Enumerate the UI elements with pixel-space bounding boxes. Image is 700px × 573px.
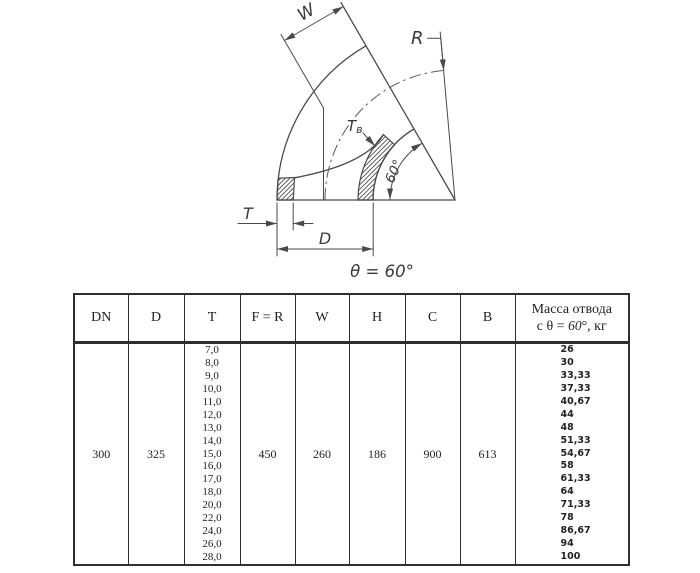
table-cell-value: 94 — [560, 537, 574, 549]
cell-t-values — [184, 343, 240, 566]
table-cell-value: 8,0 — [205, 357, 219, 370]
table-cell-value: 37,33 — [560, 383, 591, 395]
dim-label-r: R — [411, 28, 424, 49]
col-header-dn: DN — [74, 294, 128, 343]
table-cell-value: 30 — [560, 357, 574, 369]
cell-fr: 450 — [240, 343, 295, 566]
t-dimension — [238, 203, 313, 256]
cell-dn: 300 — [74, 343, 128, 566]
table-cell-value: 15,0 — [202, 447, 222, 460]
table-cell-value: 54,67 — [560, 447, 591, 459]
table-header-row — [74, 294, 629, 343]
cell-c: 900 — [405, 343, 460, 566]
col-header-mass: Масса отвода с θ = 60°, кг — [515, 294, 629, 343]
table-cell-value: 78 — [560, 512, 574, 524]
d-dimension — [277, 203, 373, 256]
table-cell-value: 11,0 — [202, 395, 222, 408]
table-cell-value: 18,0 — [202, 486, 222, 499]
table-cell-value: 33,33 — [560, 370, 591, 382]
angle-label: 60° — [382, 157, 407, 186]
col-header-h: H — [349, 294, 405, 343]
cell-w: 260 — [295, 343, 349, 566]
table-cell-value: 12,0 — [202, 408, 222, 421]
table-cell-value: 64 — [560, 486, 574, 498]
col-header-c: C — [405, 294, 460, 343]
col-header-w: W — [295, 294, 349, 343]
table-cell-value: 28,0 — [202, 550, 222, 563]
cell-d: 325 — [128, 343, 184, 566]
table-cell-value: 7,0 — [205, 344, 219, 357]
table-cell-value: 13,0 — [202, 421, 222, 434]
table-cell-value: 14,0 — [202, 434, 222, 447]
table-cell-value: 40,67 — [560, 395, 591, 407]
col-header-d: D — [128, 294, 184, 343]
table-cell-value: 10,0 — [202, 383, 222, 396]
table-cell-value: 86,67 — [560, 524, 591, 536]
table-cell-value: 20,0 — [202, 499, 222, 512]
dimensions-table — [73, 293, 630, 566]
table-cell-value: 48 — [560, 421, 574, 433]
table-cell-value: 71,33 — [560, 499, 591, 511]
cell-b: 613 — [460, 343, 515, 566]
col-header-b: B — [460, 294, 515, 343]
dim-label-d: D — [318, 229, 332, 248]
tv-callout — [347, 117, 375, 146]
table-cell-value: 58 — [560, 460, 574, 472]
dim-label-tv: Tв — [347, 117, 363, 136]
table-cell-value: 22,0 — [202, 512, 222, 525]
table-cell-value: 26,0 — [202, 537, 222, 550]
w-dimension — [281, 0, 343, 200]
dim-label-w: W — [294, 0, 319, 26]
col-header-t: T — [184, 294, 240, 343]
col-header-fr: F = R — [240, 294, 295, 343]
table-data-row — [74, 343, 629, 566]
radius-callout — [411, 28, 455, 200]
table-cell-value: 17,0 — [202, 473, 222, 486]
table-cell-value: 26 — [560, 344, 574, 356]
table-cell-value: 51,33 — [560, 434, 591, 446]
table-cell-value: 61,33 — [560, 473, 591, 485]
cell-h: 186 — [349, 343, 405, 566]
table-cell-value: 100 — [560, 550, 581, 562]
table-cell-value: 16,0 — [202, 460, 222, 473]
dim-label-t: T — [243, 204, 253, 223]
theta-caption: θ = 60° — [350, 262, 414, 281]
table-cell-value: 9,0 — [205, 370, 219, 383]
table-cell-value: 44 — [560, 408, 574, 420]
cell-mass-values — [515, 343, 629, 566]
table-cell-value: 24,0 — [202, 524, 222, 537]
